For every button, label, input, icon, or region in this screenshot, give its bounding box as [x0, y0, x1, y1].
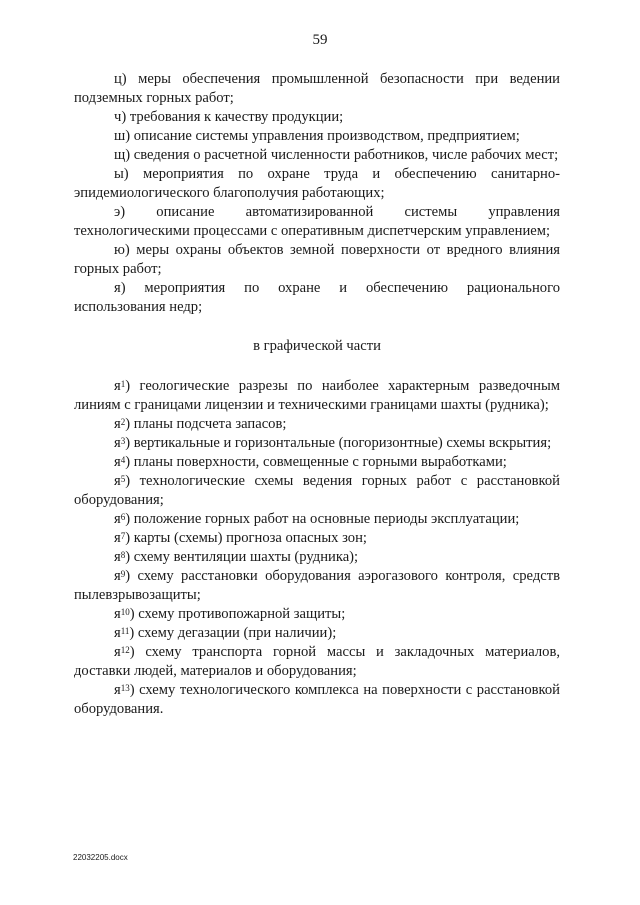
item-superscript: 5	[120, 474, 126, 484]
document-body	[74, 70, 560, 719]
section-heading: в графической части	[253, 338, 381, 354]
item-text: ) схему транспорта горной массы и закладочных материалов, доставки людей, материалов и оборудования;	[74, 644, 560, 679]
item-letter: я	[114, 682, 121, 698]
item-text: ) схему вентиляции шахты (рудника);	[125, 549, 359, 565]
list-item: ш) описание системы управления производством, предприятием;	[114, 128, 520, 144]
item-letter: я	[114, 416, 121, 432]
item-text: ) схему расстановки оборудования аэрогазового контроля, средств пылевзрывозащиты;	[74, 568, 560, 603]
list-item	[74, 643, 560, 681]
item-letter: я	[114, 644, 121, 660]
item-text: ) планы поверхности, совмещенные с горными выработками;	[125, 454, 507, 470]
item-text: ) вертикальные и горизонтальные (погоризонтные) схемы вскрытия;	[125, 435, 552, 451]
item-letter: я	[114, 473, 121, 489]
item-letter: я	[114, 511, 121, 527]
list-item	[74, 548, 560, 567]
item-text: ) схему дегазации (при наличии);	[129, 625, 337, 641]
item-letter: я	[114, 454, 121, 470]
list-item	[74, 605, 560, 624]
item-text: ) карты (схемы) прогноза опасных зон;	[125, 530, 367, 546]
list-item	[74, 624, 560, 643]
list-item	[74, 415, 560, 434]
list-item: ч) требования к качеству продукции;	[114, 109, 344, 125]
list-item: ы) мероприятия по охране труда и обеспечению санитарно-эпидемиологического благополучия работающих;	[74, 166, 560, 201]
item-text: ) положение горных работ на основные периоды эксплуатации;	[125, 511, 520, 527]
item-letter: я	[114, 549, 121, 565]
list-item: я) мероприятия по охране и обеспечению рационального использования недр;	[74, 280, 560, 315]
list-item	[74, 681, 560, 719]
item-letter: я	[114, 530, 121, 546]
item-letter: я	[114, 435, 121, 451]
item-superscript: 6	[120, 512, 126, 522]
list-item	[74, 510, 560, 529]
item-superscript: 2	[120, 417, 126, 427]
item-superscript: 9	[120, 569, 126, 579]
item-superscript: 11	[120, 626, 130, 636]
list-item: ц) меры обеспечения промышленной безопасности при ведении подземных горных работ;	[74, 71, 560, 106]
item-superscript: 3	[120, 436, 126, 446]
item-superscript: 8	[120, 550, 126, 560]
item-letter: я	[114, 568, 121, 584]
item-letter: я	[114, 378, 121, 394]
item-superscript: 13	[120, 683, 130, 693]
list-item	[74, 529, 560, 548]
item-text: ) схему противопожарной защиты;	[129, 606, 346, 622]
footer-filename: 22032205.docx	[73, 853, 128, 862]
item-superscript: 10	[120, 607, 130, 617]
list-item	[74, 377, 560, 415]
list-item: щ) сведения о расчетной численности работников, числе рабочих мест;	[114, 147, 559, 163]
item-text: ) геологические разрезы по наиболее характерным разведочным линиям с границами лицензии и техническими границами шахты (рудника);	[74, 378, 560, 413]
page-number: 59	[312, 32, 328, 48]
list-item: ю) меры охраны объектов земной поверхности от вредного влияния горных работ;	[74, 242, 560, 277]
item-text: ) схему технологического комплекса на поверхности с расстановкой оборудования.	[74, 682, 560, 717]
item-letter: я	[114, 606, 121, 622]
item-text: ) планы подсчета запасов;	[125, 416, 287, 432]
item-letter: я	[114, 625, 121, 641]
item-superscript: 7	[120, 531, 126, 541]
list-item: э) описание автоматизированной системы управления технологическими процессами с оперативным диспетчерским управлением;	[74, 204, 560, 239]
list-item	[74, 434, 560, 453]
list-item	[74, 472, 560, 510]
item-superscript: 12	[120, 645, 130, 655]
list-item	[74, 453, 560, 472]
item-superscript: 1	[120, 379, 126, 389]
list-item	[74, 567, 560, 605]
item-superscript: 4	[120, 455, 126, 465]
item-text: ) технологические схемы ведения горных работ с расстановкой оборудования;	[74, 473, 560, 508]
